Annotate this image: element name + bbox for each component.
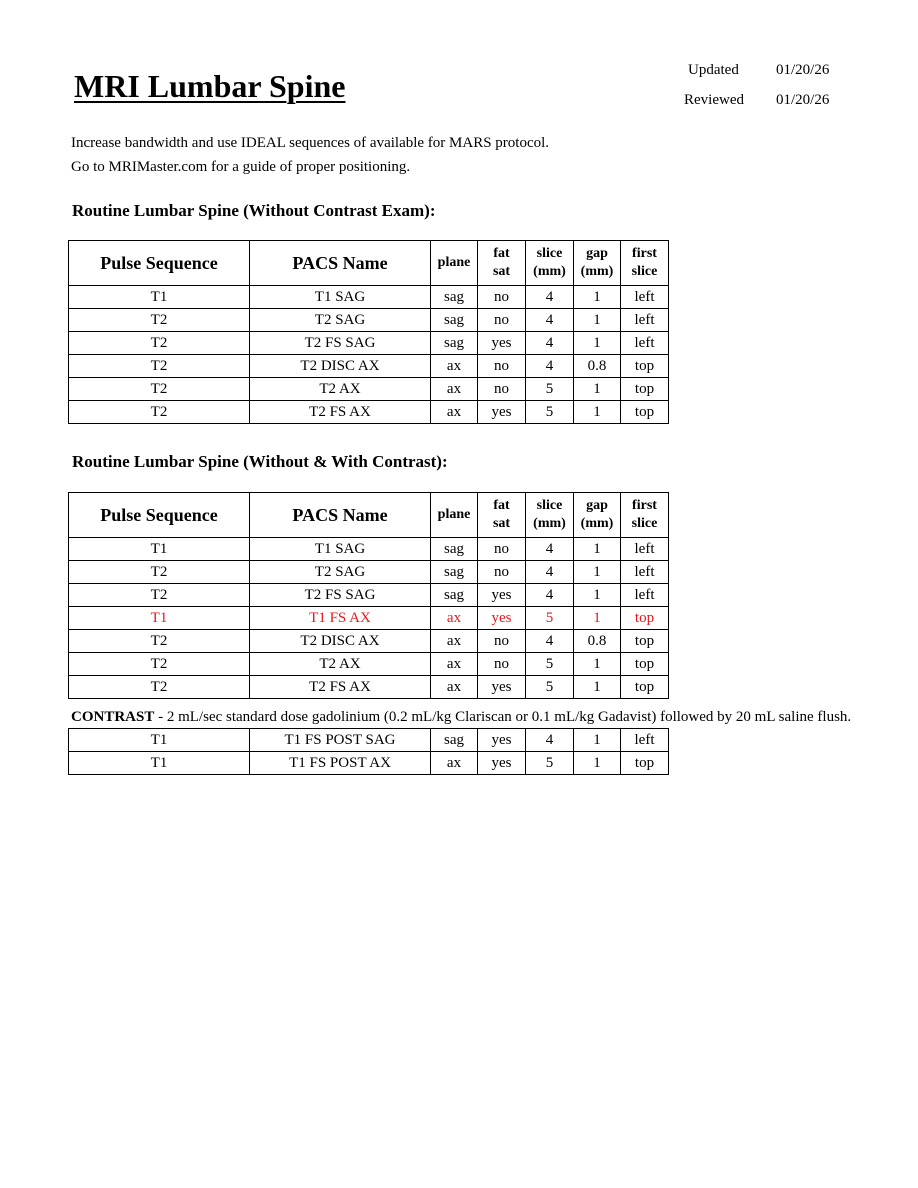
cell-pacs-name: T2 FS AX [250, 401, 431, 424]
cell-fat-sat: no [478, 538, 526, 561]
cell-gap: 1 [574, 676, 621, 699]
updated-date: 01/20/26 [776, 62, 830, 78]
cell-pacs-name: T1 SAG [250, 538, 431, 561]
cell-pacs-name: T2 SAG [250, 561, 431, 584]
cell-plane: sag [431, 584, 478, 607]
cell-slice: 4 [526, 355, 574, 378]
updated-label: Updated [688, 62, 739, 78]
cell-plane: ax [431, 676, 478, 699]
cell-pulse-sequence: T2 [69, 584, 250, 607]
cell-gap: 1 [574, 561, 621, 584]
cell-pacs-name: T2 FS AX [250, 676, 431, 699]
cell-first-slice: left [621, 286, 669, 309]
cell-pacs-name: T1 FS AX [250, 607, 431, 630]
cell-pulse-sequence: T1 [69, 752, 250, 775]
cell-plane: ax [431, 630, 478, 653]
cell-slice: 5 [526, 676, 574, 699]
col-header-first-slice: first slice [621, 241, 669, 286]
contrast-text: - 2 mL/sec standard dose gadolinium (0.2 mL/kg Clariscan or 0.1 mL/kg Gadavist) followed by 20 mL saline flush. [154, 709, 852, 725]
cell-gap: 1 [574, 538, 621, 561]
cell-fat-sat: no [478, 630, 526, 653]
cell-gap: 1 [574, 584, 621, 607]
col-header-plane: plane [431, 241, 478, 286]
section-title-with-contrast: Routine Lumbar Spine (Without & With Contrast): [72, 452, 448, 471]
cell-fat-sat: yes [478, 752, 526, 775]
cell-pulse-sequence: T2 [69, 401, 250, 424]
cell-pulse-sequence: T1 [69, 286, 250, 309]
cell-slice: 5 [526, 607, 574, 630]
table-row [69, 630, 669, 653]
contrast-note [71, 708, 851, 726]
cell-pacs-name: T1 FS POST AX [250, 752, 431, 775]
col-header-first-slice: first slice [621, 493, 669, 538]
reviewed-label: Reviewed [684, 92, 744, 108]
col-header-pulse-sequence: Pulse Sequence [69, 241, 250, 286]
col-header-slice: slice (mm) [526, 241, 574, 286]
cell-pulse-sequence: T1 [69, 729, 250, 752]
cell-slice: 4 [526, 729, 574, 752]
cell-fat-sat: yes [478, 332, 526, 355]
cell-first-slice: top [621, 355, 669, 378]
cell-slice: 4 [526, 286, 574, 309]
cell-slice: 5 [526, 401, 574, 424]
cell-fat-sat: no [478, 561, 526, 584]
section-title-without-contrast: Routine Lumbar Spine (Without Contrast Exam): [72, 201, 436, 220]
cell-first-slice: left [621, 538, 669, 561]
cell-pacs-name: T2 AX [250, 378, 431, 401]
col-header-gap: gap (mm) [574, 493, 621, 538]
cell-first-slice: left [621, 561, 669, 584]
cell-first-slice: left [621, 332, 669, 355]
cell-pacs-name: T2 FS SAG [250, 584, 431, 607]
table-row [69, 538, 669, 561]
cell-pulse-sequence: T2 [69, 332, 250, 355]
cell-pulse-sequence: T2 [69, 378, 250, 401]
cell-gap: 1 [574, 729, 621, 752]
table-header-row [69, 241, 669, 286]
col-header-fat-sat: fat sat [478, 241, 526, 286]
cell-pulse-sequence: T2 [69, 630, 250, 653]
table-row [69, 309, 669, 332]
cell-plane: sag [431, 286, 478, 309]
cell-fat-sat: no [478, 378, 526, 401]
cell-pacs-name: T2 DISC AX [250, 630, 431, 653]
cell-slice: 4 [526, 538, 574, 561]
cell-fat-sat: yes [478, 729, 526, 752]
cell-first-slice: left [621, 584, 669, 607]
cell-pulse-sequence: T1 [69, 538, 250, 561]
cell-slice: 4 [526, 561, 574, 584]
cell-first-slice: top [621, 630, 669, 653]
table-row [69, 561, 669, 584]
cell-pacs-name: T1 SAG [250, 286, 431, 309]
cell-fat-sat: yes [478, 584, 526, 607]
cell-plane: ax [431, 653, 478, 676]
table-row [69, 378, 669, 401]
cell-gap: 1 [574, 309, 621, 332]
table-row [69, 332, 669, 355]
cell-plane: sag [431, 538, 478, 561]
table-row [69, 401, 669, 424]
cell-fat-sat: no [478, 286, 526, 309]
cell-fat-sat: no [478, 355, 526, 378]
cell-pacs-name: T2 AX [250, 653, 431, 676]
cell-first-slice: left [621, 309, 669, 332]
cell-first-slice: left [621, 729, 669, 752]
cell-slice: 4 [526, 584, 574, 607]
table-header-row [69, 493, 669, 538]
cell-gap: 1 [574, 378, 621, 401]
cell-plane: ax [431, 378, 478, 401]
positioning-note: Go to MRIMaster.com for a guide of proper positioning. [71, 159, 411, 175]
cell-gap: 1 [574, 752, 621, 775]
cell-pulse-sequence: T2 [69, 355, 250, 378]
cell-gap: 0.8 [574, 355, 621, 378]
col-header-plane: plane [431, 493, 478, 538]
cell-fat-sat: yes [478, 676, 526, 699]
cell-first-slice: top [621, 752, 669, 775]
table-row [69, 607, 669, 630]
cell-gap: 0.8 [574, 630, 621, 653]
cell-slice: 4 [526, 332, 574, 355]
table-row [69, 584, 669, 607]
bandwidth-note: Increase bandwidth and use IDEAL sequences of available for MARS protocol. [71, 135, 550, 151]
table-row [69, 653, 669, 676]
cell-pulse-sequence: T2 [69, 561, 250, 584]
cell-gap: 1 [574, 286, 621, 309]
cell-first-slice: top [621, 401, 669, 424]
col-header-pulse-sequence: Pulse Sequence [69, 493, 250, 538]
protocol-table-post-contrast [68, 728, 669, 775]
cell-plane: sag [431, 561, 478, 584]
cell-first-slice: top [621, 378, 669, 401]
cell-pacs-name: T2 SAG [250, 309, 431, 332]
cell-fat-sat: no [478, 309, 526, 332]
page-title: MRI Lumbar Spine [74, 68, 346, 104]
cell-slice: 5 [526, 653, 574, 676]
reviewed-date: 01/20/26 [776, 92, 830, 108]
cell-plane: ax [431, 401, 478, 424]
table-row [69, 752, 669, 775]
cell-first-slice: top [621, 653, 669, 676]
table-row [69, 286, 669, 309]
col-header-fat-sat: fat sat [478, 493, 526, 538]
cell-gap: 1 [574, 653, 621, 676]
cell-gap: 1 [574, 332, 621, 355]
cell-pulse-sequence: T2 [69, 653, 250, 676]
col-header-pacs-name: PACS Name [250, 493, 431, 538]
contrast-label: CONTRAST [71, 709, 155, 725]
col-header-slice: slice (mm) [526, 493, 574, 538]
cell-slice: 4 [526, 309, 574, 332]
cell-pulse-sequence: T1 [69, 607, 250, 630]
cell-plane: sag [431, 309, 478, 332]
cell-gap: 1 [574, 401, 621, 424]
cell-pulse-sequence: T2 [69, 676, 250, 699]
table-row [69, 355, 669, 378]
cell-plane: ax [431, 607, 478, 630]
table-row [69, 729, 669, 752]
cell-first-slice: top [621, 607, 669, 630]
cell-fat-sat: yes [478, 607, 526, 630]
cell-plane: sag [431, 729, 478, 752]
cell-pacs-name: T2 DISC AX [250, 355, 431, 378]
cell-plane: ax [431, 752, 478, 775]
cell-fat-sat: yes [478, 401, 526, 424]
cell-pulse-sequence: T2 [69, 309, 250, 332]
cell-pacs-name: T1 FS POST SAG [250, 729, 431, 752]
col-header-gap: gap (mm) [574, 241, 621, 286]
cell-gap: 1 [574, 607, 621, 630]
table-row [69, 676, 669, 699]
cell-fat-sat: no [478, 653, 526, 676]
col-header-pacs-name: PACS Name [250, 241, 431, 286]
cell-pacs-name: T2 FS SAG [250, 332, 431, 355]
cell-slice: 4 [526, 630, 574, 653]
cell-first-slice: top [621, 676, 669, 699]
cell-plane: ax [431, 355, 478, 378]
protocol-table-with-contrast [68, 492, 669, 699]
cell-slice: 5 [526, 378, 574, 401]
protocol-table-without-contrast [68, 240, 669, 424]
cell-plane: sag [431, 332, 478, 355]
cell-slice: 5 [526, 752, 574, 775]
